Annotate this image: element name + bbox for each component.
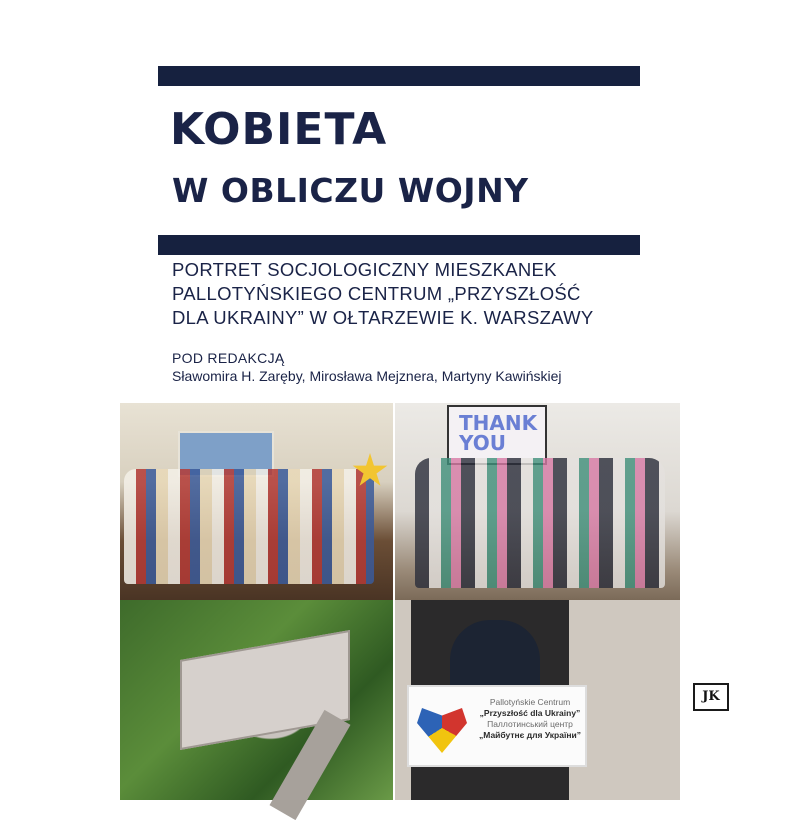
screen-text: THANK YOU — [459, 411, 538, 455]
sign-line: Pallotyńskie Centrum — [489, 697, 571, 707]
children-group — [415, 458, 665, 588]
photo-thank-you-group — [395, 403, 680, 600]
subtitle-line: DLA UKRAINY” W OŁTARZEWIE K. WARSZAWY — [172, 307, 594, 328]
editors-names: Sławomira H. Zaręby, Mirosława Mejznera, Martyny Kawińskiej — [172, 368, 562, 384]
top-rule — [158, 66, 640, 86]
sign-text — [475, 697, 585, 741]
book-cover — [120, 0, 720, 800]
person — [450, 620, 540, 695]
title-line-2: W OBLICZU WOJNY — [172, 171, 529, 210]
sign-line: Паллотинський центр — [487, 719, 573, 729]
photo-balcony-sign — [395, 600, 720, 800]
subtitle — [172, 258, 652, 330]
title-line-1: KOBIETA — [170, 104, 388, 155]
sign-line: „Майбутнє для України” — [479, 730, 581, 740]
photo-nativity-play — [120, 403, 393, 600]
heart-cross-logo-icon — [417, 703, 467, 753]
centre-sign — [407, 685, 587, 767]
photo-aerial-centre — [120, 600, 393, 800]
bottom-rule — [158, 235, 640, 255]
subtitle-line: PALLOTYŃSKIEGO CENTRUM „PRZYSZŁOŚĆ — [172, 283, 581, 304]
publisher-logo: JK — [693, 683, 729, 711]
projector-screen — [447, 405, 547, 465]
children-group — [124, 469, 374, 584]
subtitle-line: PORTRET SOCJOLOGICZNY MIESZKANEK — [172, 259, 557, 280]
editors-label: POD REDAKCJĄ — [172, 350, 285, 366]
sign-line: „Przyszłość dla Ukrainy” — [479, 708, 581, 718]
